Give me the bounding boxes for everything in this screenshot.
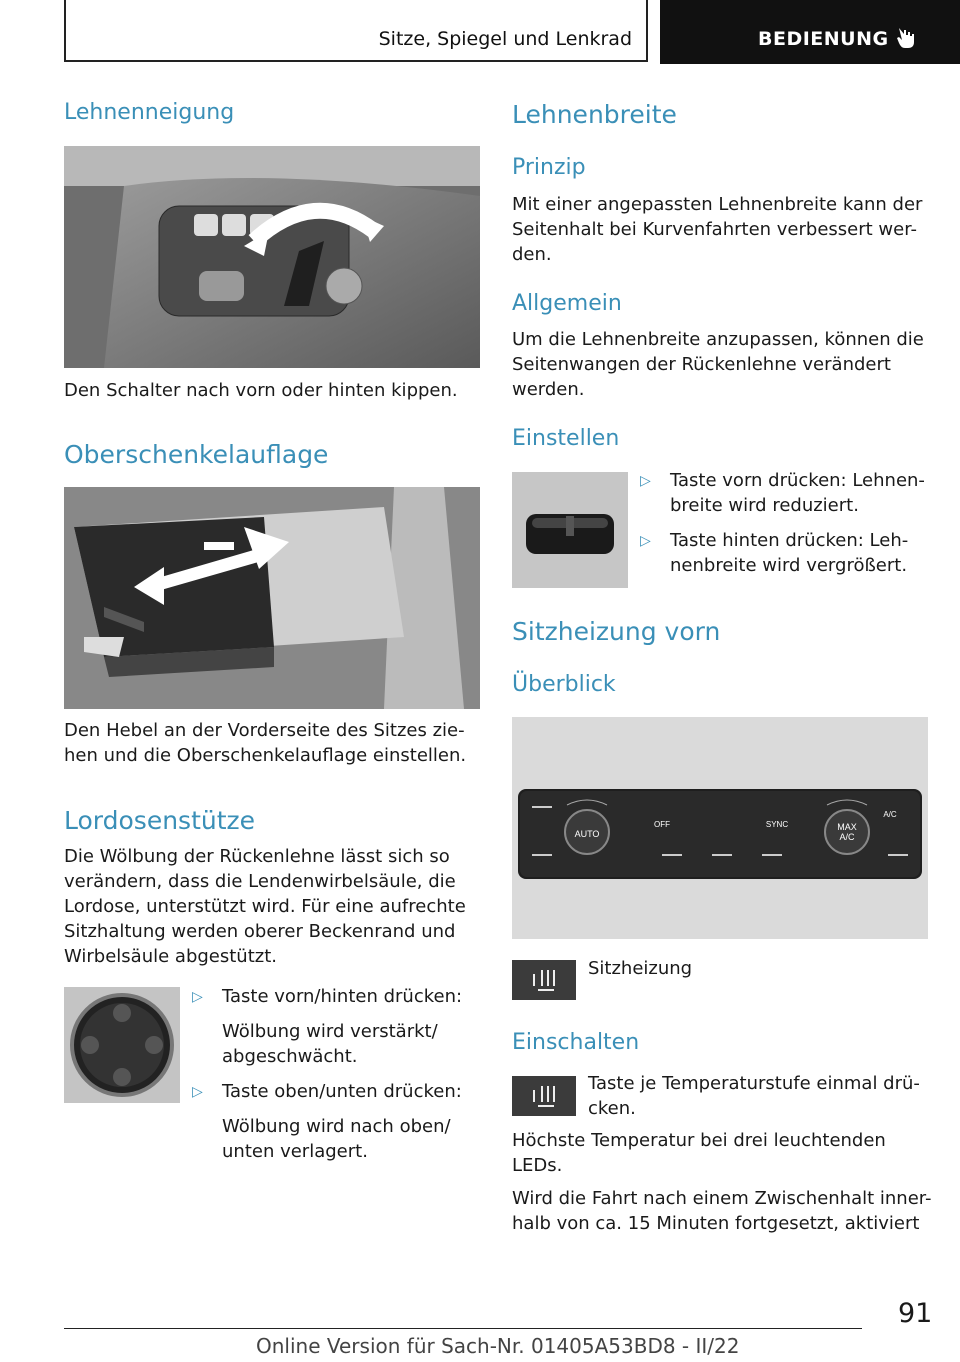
heading-prinzip: Prinzip [512, 155, 586, 180]
triangle-bullet-icon: ▷ [640, 533, 651, 549]
triangle-bullet-icon: ▷ [192, 989, 203, 1005]
image-seat-heating-icon-2 [512, 1076, 576, 1116]
prinzip-line3: den. [512, 244, 552, 265]
footer-rule [64, 1328, 862, 1329]
seat-heating-icon [512, 960, 576, 1000]
header-chapter-box [660, 0, 960, 64]
lordose-bullet-list [192, 984, 482, 1174]
panel-sync-label: SYNC [765, 820, 789, 829]
lordose-text-line4: Sitzhaltung werden oberer Beckenrand und [64, 921, 456, 942]
panel-ac-label: A/C [883, 810, 897, 819]
heading-lehnenneigung: Lehnenneigung [64, 100, 235, 125]
lordose-bullet-2-detail-1: Wölbung wird nach oben/ [222, 1116, 451, 1137]
image-lordose-button [64, 987, 180, 1103]
seat-heating-icon [512, 1076, 576, 1116]
header-section-title: Sitze, Spiegel und Lenkrad [378, 28, 632, 50]
lehnenbreite-bullet-2-l1: Taste hinten drücken: Leh- [670, 530, 909, 551]
lehnenbreite-bullet-2 [640, 528, 930, 578]
heading-sitzheizung-vorn: Sitzheizung vorn [512, 617, 721, 646]
image-oberschenkelauflage [64, 487, 480, 709]
heading-allgemein: Allgemein [512, 291, 622, 316]
einschalten-line2: cken. [588, 1098, 636, 1119]
caption-lehnenneigung: Den Schalter nach vorn oder hinten kippen. [64, 380, 458, 401]
lordose-bullet-1-detail-1: Wölbung wird verstärkt/ [222, 1021, 438, 1042]
wird-line1: Wird die Fahrt nach einem Zwischenhalt inner- [512, 1188, 932, 1209]
heading-lehnenbreite: Lehnenbreite [512, 100, 677, 129]
heading-ueberblick: Überblick [512, 672, 616, 697]
lehnenbreite-bullet-1 [640, 468, 930, 518]
lehnenbreite-bullet-2-l2: nenbreite wird vergrößert. [670, 555, 908, 576]
lehnenbreite-bullet-list [640, 468, 930, 588]
lordose-bullet-1 [192, 984, 482, 1069]
triangle-bullet-icon: ▷ [192, 1084, 203, 1100]
prinzip-line1: Mit einer angepassten Lehnenbreite kann der [512, 194, 923, 215]
header-chapter-title: BEDIENUNG [758, 28, 889, 50]
triangle-bullet-icon: ▷ [640, 473, 651, 489]
allgemein-line2: Seitenwangen der Rückenlehne verändert [512, 354, 891, 375]
allgemein-line1: Um die Lehnenbreite anzupassen, können die [512, 329, 924, 350]
lehnenbreite-bullet-1-l2: breite wird reduziert. [670, 495, 859, 516]
header-section-box [64, 0, 648, 62]
lordose-bullet-1-label: Taste vorn/hinten drücken: [222, 986, 463, 1007]
lordose-bullet-2-label: Taste oben/unten drücken: [222, 1081, 462, 1102]
hand-pointer-icon [896, 26, 918, 52]
wird-line2: halb von ca. 15 Minuten fortgesetzt, aktiviert [512, 1213, 920, 1234]
lordose-text-line2: verändern, dass die Lendenwirbelsäule, die [64, 871, 456, 892]
seat-heating-label: Sitzheizung [588, 958, 693, 979]
image-lehnenbreite-button [512, 472, 628, 588]
lordose-text-line5: Wirbelsäule abgestützt. [64, 946, 278, 967]
image-climate-panel [512, 717, 928, 939]
lehnenbreite-bullet-1-l1: Taste vorn drücken: Lehnen- [670, 470, 925, 491]
lordose-bullet-2 [192, 1079, 482, 1164]
image-seat-heating-icon [512, 960, 576, 1000]
image-lehnenneigung-switch [64, 146, 480, 368]
prinzip-line2: Seitenhalt bei Kurvenfahrten verbessert wer- [512, 219, 917, 240]
caption-oberschenkel-line2: hen und die Oberschenkelauflage einstellen. [64, 745, 467, 766]
caption-oberschenkel-line1: Den Hebel an der Vorderseite des Sitzes zie- [64, 720, 465, 741]
panel-off-label: OFF [654, 820, 670, 829]
heading-einschalten: Einschalten [512, 1030, 640, 1055]
hoechste-line2: LEDs. [512, 1155, 563, 1176]
einschalten-line1: Taste je Temperaturstufe einmal drü- [588, 1073, 920, 1094]
panel-max-label: MAX [837, 822, 857, 832]
hoechste-line1: Höchste Temperatur bei drei leuchtenden [512, 1130, 886, 1151]
heading-oberschenkelauflage: Oberschenkelauflage [64, 440, 329, 469]
footer-online-version: Online Version für Sach-Nr. 01405A53BD8 - II/22 [256, 1334, 740, 1358]
heading-lordosenstuetze: Lordosenstütze [64, 806, 256, 835]
lordose-bullet-1-detail-2: abgeschwächt. [222, 1046, 358, 1067]
lordose-text-line3: Lordose, unterstützt wird. Für eine aufrechte [64, 896, 466, 917]
page-number: 91 [898, 1298, 933, 1329]
heading-einstellen: Einstellen [512, 426, 620, 451]
allgemein-line3: werden. [512, 379, 585, 400]
panel-max-ac-label: A/C [839, 832, 855, 842]
panel-auto-label: AUTO [574, 829, 600, 839]
lordose-bullet-2-detail-2: unten verlagert. [222, 1141, 368, 1162]
lordose-text-line1: Die Wölbung der Rückenlehne lässt sich so [64, 846, 450, 867]
